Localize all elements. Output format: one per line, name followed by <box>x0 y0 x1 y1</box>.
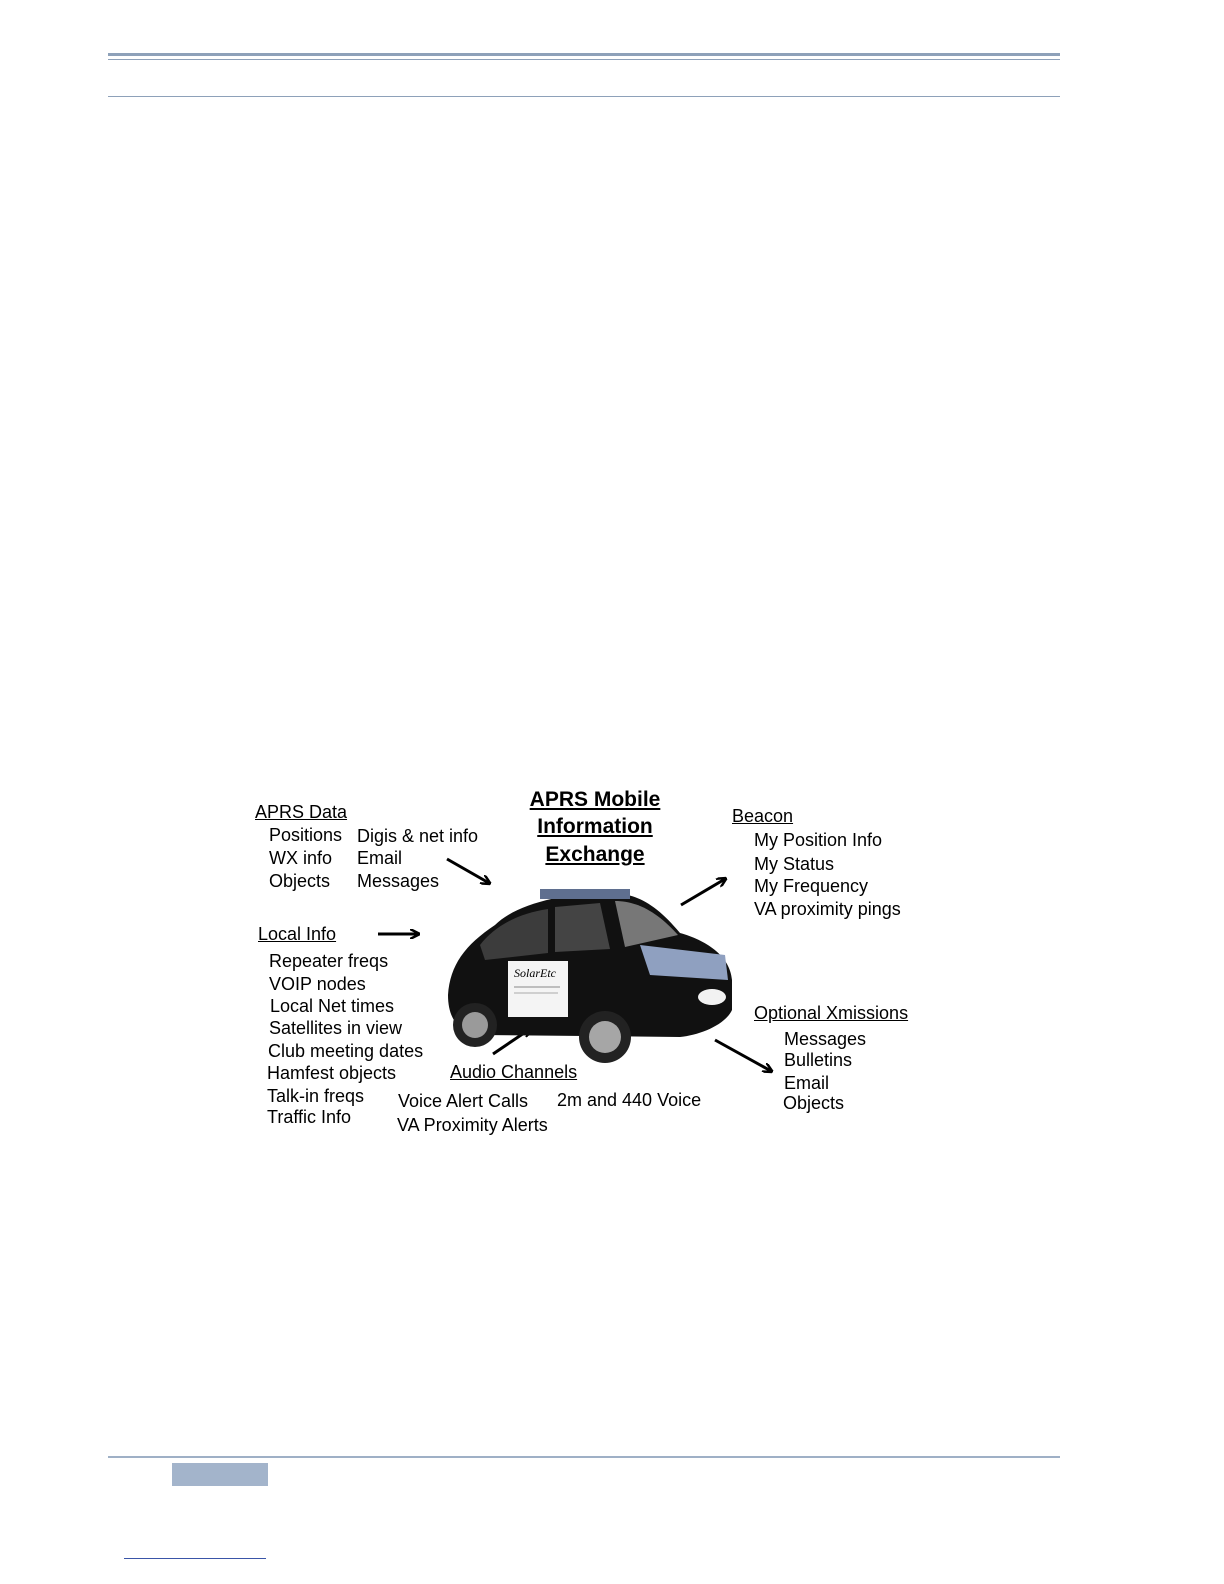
audio-channels-item: VA Proximity Alerts <box>397 1115 548 1135</box>
footer-page-box <box>172 1463 268 1486</box>
optional-xmissions-item: Bulletins <box>784 1050 853 1070</box>
audio-channels-item: Voice Alert Calls <box>398 1091 529 1111</box>
optional-xmissions-item: Objects <box>783 1093 845 1113</box>
figure-title-line-3: Exchange <box>545 843 645 866</box>
aprs-data-item: WX info <box>269 848 333 868</box>
local-info-item: Club meeting dates <box>268 1041 424 1061</box>
aprs-mobile-figure <box>245 775 931 1153</box>
local-info-item: VOIP nodes <box>269 974 366 994</box>
car-image <box>440 885 740 1065</box>
header-rule-thick <box>108 53 1060 56</box>
figure-title-line-2: Information <box>537 815 653 838</box>
optional-xmissions-item: Messages <box>784 1029 867 1049</box>
beacon-item: My Frequency <box>754 876 869 896</box>
beacon-item: My Position Info <box>754 830 883 850</box>
footer-link-underline <box>124 1558 266 1559</box>
local-info-item: Talk-in freqs <box>267 1086 365 1106</box>
optional-xmissions-heading: Optional Xmissions <box>754 1003 909 1023</box>
local-info-heading: Local Info <box>258 924 337 944</box>
audio-channels-extra: 2m and 440 Voice <box>557 1090 702 1110</box>
beacon-item: My Status <box>754 854 835 874</box>
arrow-aprs-data <box>447 859 489 883</box>
header-rule-lower <box>108 96 1060 97</box>
optional-xmissions-item: Email <box>784 1073 830 1093</box>
figure-title-line-1: APRS Mobile <box>529 788 661 811</box>
local-info-item: Repeater freqs <box>269 951 389 971</box>
aprs-data-item: Positions <box>269 825 343 845</box>
header-rule-thin <box>108 59 1060 60</box>
aprs-data-item: Email <box>357 848 403 868</box>
footer-rule <box>108 1456 1060 1458</box>
beacon-heading: Beacon <box>732 806 794 826</box>
aprs-data-item: Objects <box>269 871 331 891</box>
aprs-data-item: Messages <box>357 871 440 891</box>
audio-channels-heading: Audio Channels <box>450 1062 578 1082</box>
aprs-data-item: Digis & net info <box>357 826 479 846</box>
beacon-item: VA proximity pings <box>754 899 901 919</box>
aprs-data-heading: APRS Data <box>255 802 348 822</box>
car-door-sign: SolarEtc <box>514 966 556 980</box>
local-info-item: Satellites in view <box>269 1018 403 1038</box>
local-info-item: Local Net times <box>270 996 395 1016</box>
local-info-item: Hamfest objects <box>267 1063 397 1083</box>
local-info-item: Traffic Info <box>267 1107 352 1127</box>
